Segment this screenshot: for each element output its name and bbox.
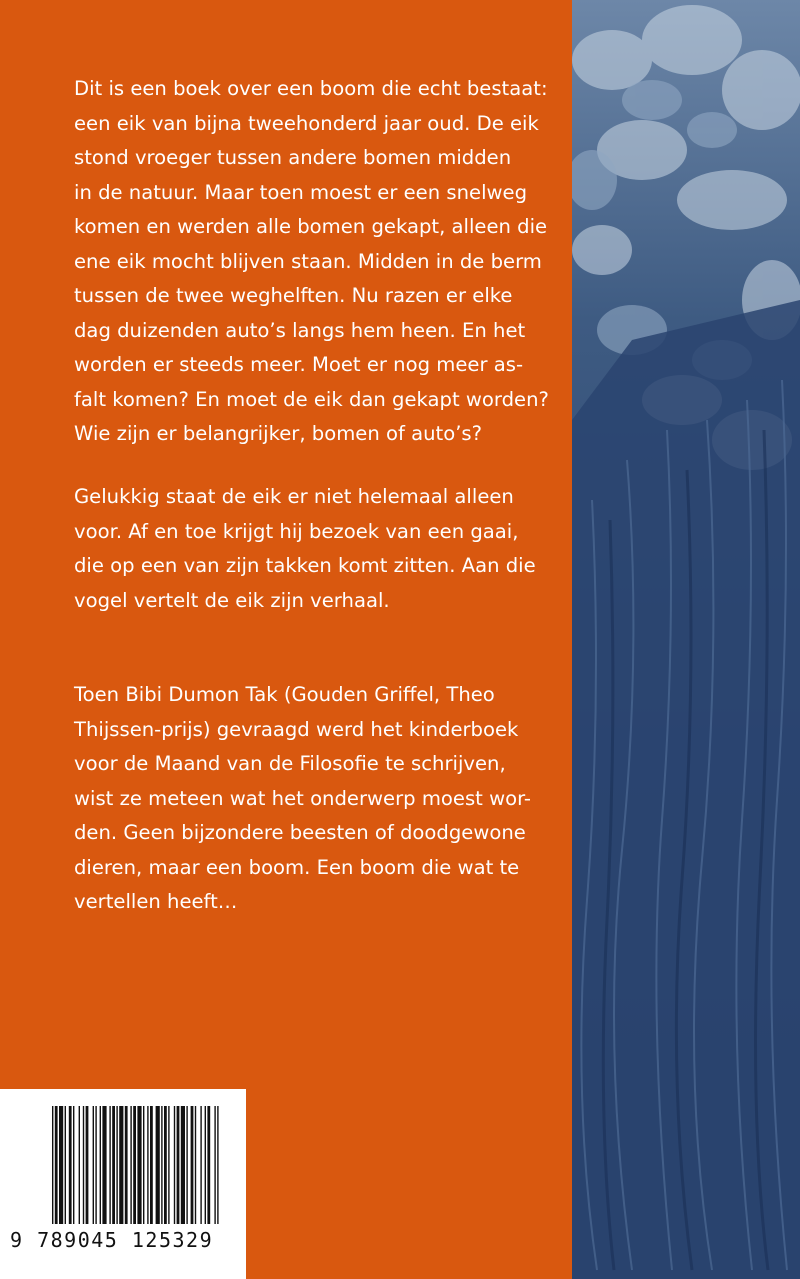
barcode-bar: [86, 1106, 89, 1224]
barcode-bar: [150, 1106, 153, 1224]
barcode-bar: [112, 1106, 115, 1224]
barcode-bar: [143, 1106, 144, 1224]
barcode-bar: [100, 1106, 101, 1224]
barcode-bar: [52, 1106, 53, 1224]
barcode-bar: [191, 1106, 194, 1224]
barcode-bar: [207, 1106, 210, 1224]
blurb-line: voor de Maand van de Filosofie te schrijven,: [74, 752, 506, 775]
barcode-bar: [174, 1106, 175, 1224]
barcode-bar: [214, 1106, 215, 1224]
barcode-bar: [79, 1106, 80, 1224]
barcode-bar: [119, 1106, 123, 1224]
barcode-bar: [83, 1106, 84, 1224]
blurb-line: voor. Af en toe krijgt hij bezoek van een gaai,: [74, 519, 519, 543]
barcode-bar: [217, 1106, 218, 1224]
barcode-bar: [130, 1106, 131, 1224]
blurb-line: een eik van bijna tweehonderd jaar oud. De eik: [74, 111, 539, 135]
blurb-line: tussen de twee weghelften. Nu razen er elke: [74, 284, 513, 307]
blurb-paragraph-1: [74, 72, 554, 452]
barcode-bar: [125, 1106, 128, 1224]
blurb-line: Wie zijn er belangrijker, bomen of auto’s?: [74, 422, 483, 445]
barcode-bar: [205, 1106, 206, 1224]
barcode-bar: [116, 1106, 117, 1224]
blurb-line: vertellen heeft…: [74, 890, 238, 913]
barcode-bar: [109, 1106, 110, 1224]
blurb-line: ene eik mocht blijven staan. Midden in de berm: [74, 249, 542, 273]
barcode-bar: [102, 1106, 106, 1224]
barcode-bar: [177, 1106, 180, 1224]
blurb-line: den. Geen bijzondere beesten of doodgewone: [74, 821, 526, 844]
blurb-line: stond vroeger tussen andere bomen midden: [74, 146, 512, 169]
barcode-bar: [186, 1106, 187, 1224]
blurb-line: in de natuur. Maar toen moest er een snelweg: [74, 180, 528, 204]
barcode-bar: [93, 1106, 94, 1224]
barcode-bar: [156, 1106, 160, 1224]
barcode-bar: [73, 1106, 74, 1224]
blurb-line: die op een van zijn takken komt zitten. Aan die: [74, 554, 536, 577]
author-paragraph: [74, 678, 554, 920]
barcode-bar: [133, 1106, 136, 1224]
barcode-bar: [147, 1106, 148, 1224]
barcode-bar: [164, 1106, 167, 1224]
blurb-line: Gelukkig staat de eik er niet helemaal alleen: [74, 485, 514, 508]
barcode-bar: [137, 1106, 141, 1224]
blurb-line: Dit is een boek over een boom die echt bestaat:: [74, 77, 548, 100]
barcode-bar: [59, 1106, 63, 1224]
blurb-line: wist ze meteen wat het onderwerp moest wor-: [74, 786, 531, 810]
barcode-bar: [65, 1106, 66, 1224]
blurb-line: Toen Bibi Dumon Tak (Gouden Griffel, Theo: [74, 683, 495, 706]
isbn-number: 9 789045 125329: [10, 1228, 214, 1252]
blurb-line: worden er steeds meer. Moet er nog meer as-: [74, 353, 524, 376]
barcode-bar: [95, 1106, 96, 1224]
barcode-bar: [168, 1106, 169, 1224]
blurb-line: falt komen? En moet de eik dan gekapt worden?: [74, 387, 549, 411]
barcode-bar: [181, 1106, 185, 1224]
barcode-bar: [161, 1106, 162, 1224]
blurb-line: Thijssen-prijs) gevraagd werd het kinderboek: [74, 717, 519, 741]
blurb-line: vogel vertelt de eik zijn verhaal.: [74, 588, 390, 612]
barcode-bar: [69, 1106, 72, 1224]
oak-tree-photo: [572, 0, 800, 1279]
barcode-bar: [195, 1106, 196, 1224]
barcode-bar: [200, 1106, 201, 1224]
blurb-paragraph-2: [74, 480, 554, 618]
blurb-line: komen en werden alle bomen gekapt, alleen die: [74, 215, 548, 238]
barcode-bars: [52, 1106, 220, 1224]
barcode-bar: [55, 1106, 58, 1224]
blurb-line: dieren, maar een boom. Een boom die wat te: [74, 855, 520, 879]
blurb-line: dag duizenden auto’s langs hem heen. En het: [74, 318, 526, 342]
